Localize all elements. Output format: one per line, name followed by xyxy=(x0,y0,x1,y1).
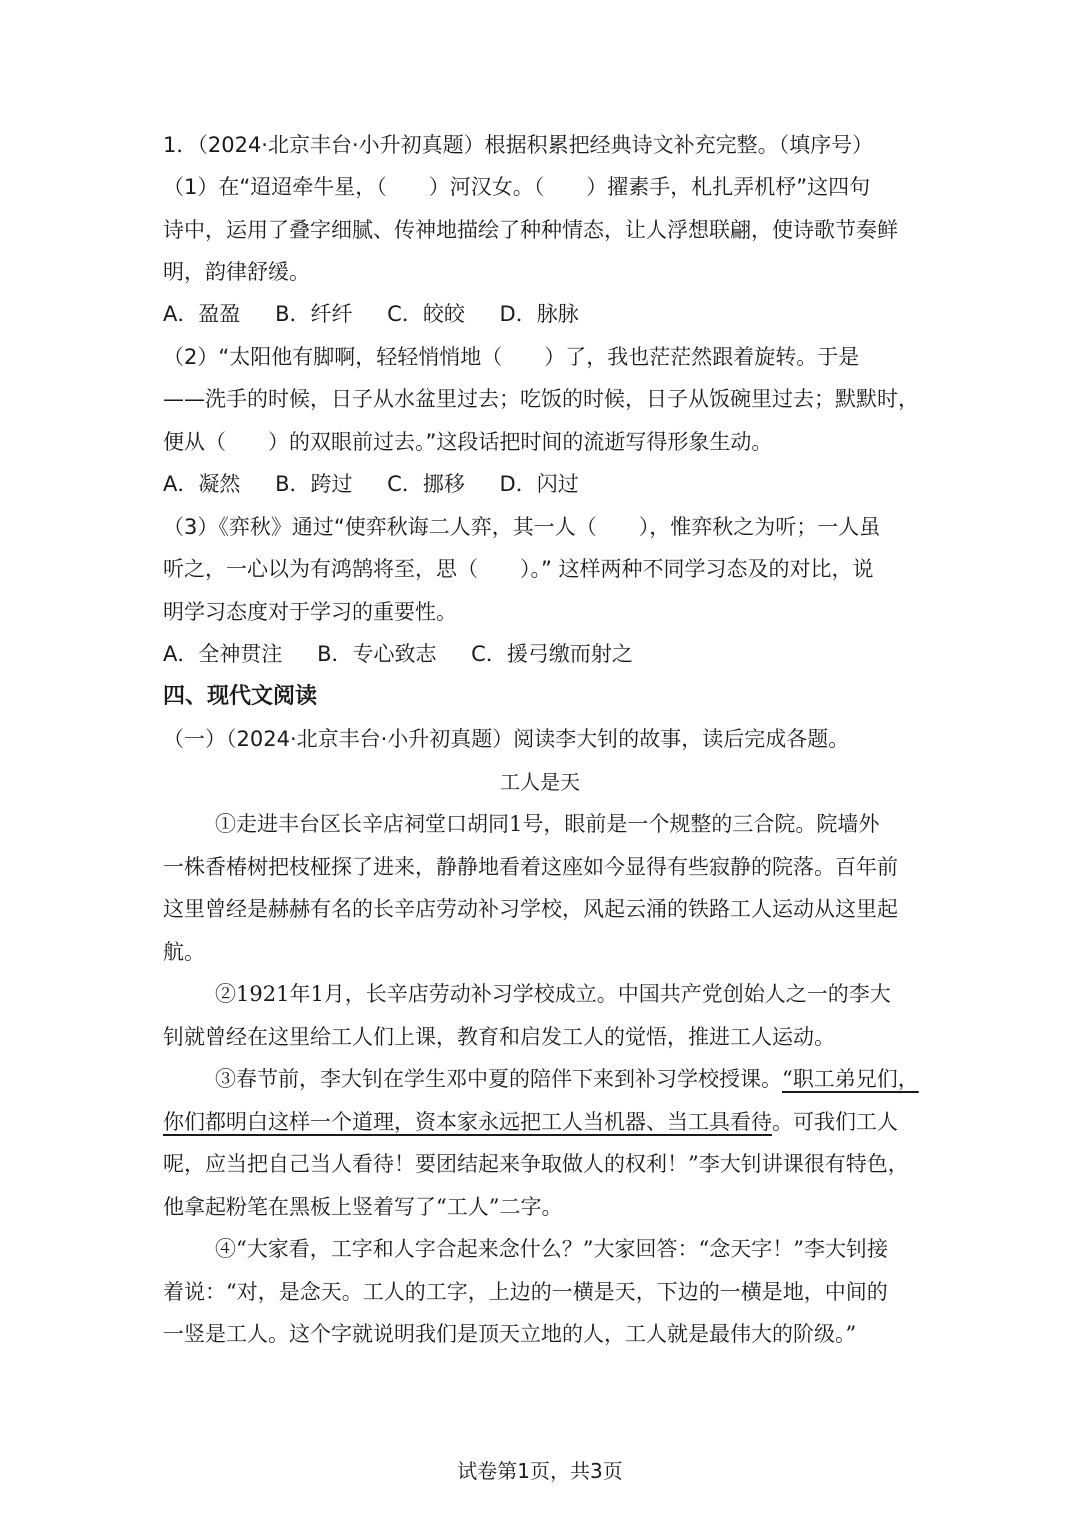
passage-paragraph-2-line: ②1921年1月，长辛店劳动补习学校成立。中国共产党创始人之一的李大 xyxy=(215,982,891,1006)
question-1-part-2-line: 便从（ ）的双眼前过去。”这段话把时间的流逝写得形象生动。 xyxy=(163,430,773,454)
section-intro: （一）（2024·北京丰台·小升初真题）阅读李大钊的故事，读后完成各题。 xyxy=(163,727,850,751)
passage-paragraph-1-line: ①走进丰台区长辛店祠堂口胡同1号，眼前是一个规整的三合院。院墙外 xyxy=(215,812,880,836)
option-c: C．皎皎 xyxy=(387,302,465,326)
option-a: A．全神贯注 xyxy=(163,642,283,666)
paragraph-3-text: 。可我们工人 xyxy=(772,1110,898,1134)
option-b: B．专心致志 xyxy=(317,642,437,666)
question-1-stem: 1．（2024·北京丰台·小升初真题）根据积累把经典诗文补充完整。（填序号） xyxy=(163,133,874,157)
question-1-part-1-line: 诗中，运用了叠字细腻、传神地描绘了种种情态，让人浮想联翩，使诗歌节奏鲜 xyxy=(163,218,898,242)
passage-paragraph-3-line: 呢，应当把自己当人看待！要团结起来争取做人的权利！”李大钊讲课很有特色， xyxy=(163,1152,909,1176)
passage-paragraph-4-line: 着说：“对，是念天。工人的工字，上边的一横是天，下边的一横是地，中间的 xyxy=(163,1280,888,1304)
question-1-part-1-line: （1）在“迢迢牵牛星，（ ）河汉女。（ ）擢素手，札扎弄机杼”这四句 xyxy=(163,175,871,199)
passage-paragraph-1-line: 这里曾经是赫赫有名的长辛店劳动补习学校，风起云涌的铁路工人运动从这里起 xyxy=(163,897,898,921)
passage-paragraph-4-line: ④“大家看，工字和人字合起来念什么？”大家回答：“念天字！”李大钊接 xyxy=(215,1237,888,1261)
passage-paragraph-3-line xyxy=(163,1107,923,1137)
option-b: B．纤纤 xyxy=(275,302,353,326)
passage-paragraph-4-line: 一竖是工人。这个字就说明我们是顶天立地的人，工人就是最伟大的阶级。” xyxy=(163,1322,857,1346)
question-1-part-3-line: （3）《弈秋》通过“使弈秋诲二人弈，其一人（ ），惟弈秋之为听；一人虽 xyxy=(163,515,881,539)
option-c: C．挪移 xyxy=(387,472,465,496)
question-1-part-2-line: （2）“太阳他有脚啊，轻轻悄悄地（ ）了，我也茫茫然跟着旋转。于是 xyxy=(163,345,860,369)
passage-paragraph-2-line: 钊就曾经在这里给工人们上课，教育和启发工人的觉悟，推进工人运动。 xyxy=(163,1025,835,1049)
option-d: D．闪过 xyxy=(499,472,579,496)
question-1-part-3-options xyxy=(163,639,923,669)
question-1-part-3-line: 听之，一心以为有鸿鹄将至，思（ ）。” 这样两种不同学习态及的对比，说 xyxy=(163,557,874,581)
page-footer: 试卷第1页，共3页 xyxy=(457,1459,623,1483)
option-b: B．跨过 xyxy=(275,472,353,496)
option-d: D．脉脉 xyxy=(499,302,579,326)
section-heading: 四、现代文阅读 xyxy=(163,684,318,709)
underlined-quote: 你们都明白这样一个道理，资本家永远把工人当机器、当工具看待 xyxy=(163,1110,772,1134)
paragraph-3-text: ③春节前，李大钊在学生邓中夏的陪伴下来到补习学校授课。 xyxy=(215,1067,782,1091)
passage-paragraph-1-line: 航。 xyxy=(163,940,205,964)
question-1-part-1-line: 明，韵律舒缓。 xyxy=(163,260,310,284)
question-1-part-2-line: ——洗手的时候，日子从水盆里过去；吃饭的时候，日子从饭碗里过去；默默时， xyxy=(163,387,919,411)
question-1-part-3-line: 明学习态度对于学习的重要性。 xyxy=(163,600,457,624)
passage-title: 工人是天 xyxy=(500,770,580,794)
underlined-quote: “职工弟兄们， xyxy=(782,1067,919,1091)
passage-paragraph-1-line: 一株香椿树把枝桠探了进来，静静地看着这座如今显得有些寂静的院落。百年前 xyxy=(163,855,898,879)
option-a: A．凝然 xyxy=(163,472,241,496)
option-a: A．盈盈 xyxy=(163,302,241,326)
question-1-part-2-options xyxy=(163,469,923,499)
passage-paragraph-3-line xyxy=(215,1064,975,1094)
option-c: C．援弓缴而射之 xyxy=(471,642,633,666)
passage-paragraph-3-line: 他拿起粉笔在黑板上竖着写了“工人”二字。 xyxy=(163,1195,563,1219)
question-1-part-1-options xyxy=(163,299,923,329)
